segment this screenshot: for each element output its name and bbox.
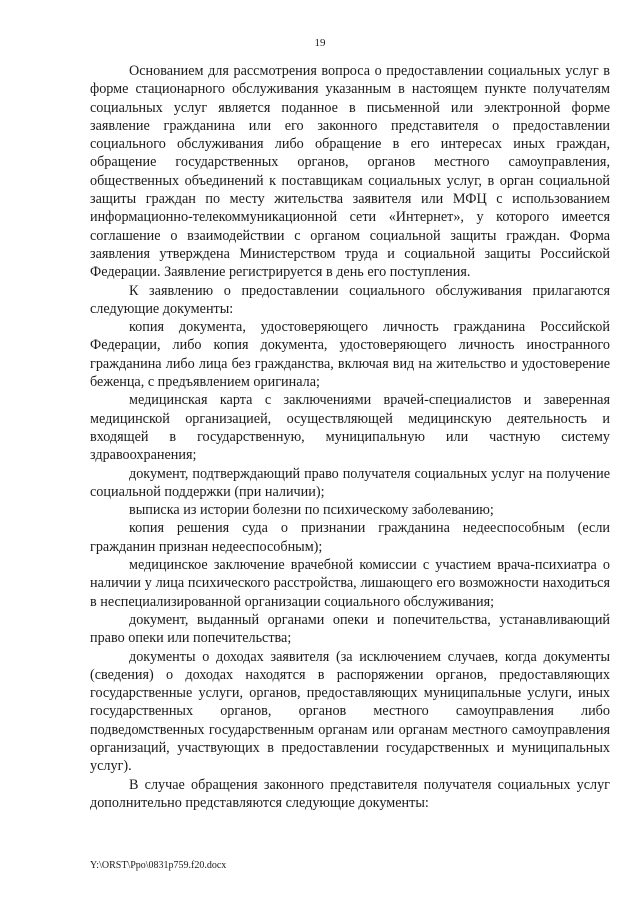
paragraph-legal-representative: В случае обращения законного представителя получателя социальных услуг дополнительно представляются следующие документы: [90, 776, 610, 811]
list-item-medical-card: медицинская карта с заключениями врачей-специалистов и заверенная медицинской организацией, осуществляющей медицинскую деятельность и входящей в государственную, муниципальную или частную систему здравоохранения; [90, 392, 610, 464]
list-item-medical-history-extract: выписка из истории болезни по психическому заболеванию; [129, 502, 494, 519]
list-item-identity-document: копия документа, удостоверяющего личность гражданина Российской Федерации, либо копия документа, удостоверяющего личность иностранного гражданина либо лица без гражданства, включая вид на жительство и удостоверение беженца, с предъявлением оригинала; [90, 319, 610, 391]
list-item-income-documents: документы о доходах заявителя (за исключением случаев, когда документы (сведения) о доходах находятся в распоряжении органов, предоставляющих государственные услуги, органов, предоставляющих муниципальные услуги, иных государственных органов, органов местного самоуправления либо подведомственных государственным органам или органам местного самоуправления организаций, участвующих в предоставлении государственных и муниципальных услуг). [90, 648, 610, 775]
footer-file-path: Y:\ORST\Ppo\0831p759.f20.docx [90, 860, 227, 871]
paragraph-attached-documents-intro: К заявлению о предоставлении социального обслуживания прилагаются следующие документы: [90, 282, 610, 317]
list-item-court-decision: копия решения суда о признании гражданина недееспособным (если гражданин признан недееспособным); [90, 520, 610, 555]
paragraph-application-basis: Основанием для рассмотрения вопроса о предоставлении социальных услуг в форме стационарного обслуживания указанным в настоящем пункте получателям социальных услуг является поданное в письменной или электронной форме заявление гражданина или его законного представителя о предоставлении социального обслуживания либо обращение в его интересах иных граждан, обращение государственных органов, органов местного самоуправления, общественных объединений к поставщикам социальных услуг, в орган социальной защиты граждан по месту жительства заявителя или МФЦ с использованием информационно-телекоммуникационной сети «Интернет», у которого имеется соглашение о взаимодействии с органом социальной защиты граждан. Форма заявления утверждена Министерством труда и социальной защиты Российской Федерации. Заявление регистрируется в день его поступления. [90, 63, 610, 281]
document-body [90, 62, 610, 812]
list-item-guardianship-document: документ, выданный органами опеки и попечительства, устанавливающий право опеки или попечительства; [90, 611, 610, 647]
page-number: 19 [314, 37, 326, 49]
list-item-psychiatric-conclusion: медицинское заключение врачебной комиссии с участием врача-психиатра о наличии у лица психического расстройства, лишающего его возможности находиться в неспециализированной организации социального обслуживания; [90, 557, 610, 610]
list-item-social-support-right: документ, подтверждающий право получателя социальных услуг на получение социальной поддержки (при наличии); [90, 465, 610, 500]
